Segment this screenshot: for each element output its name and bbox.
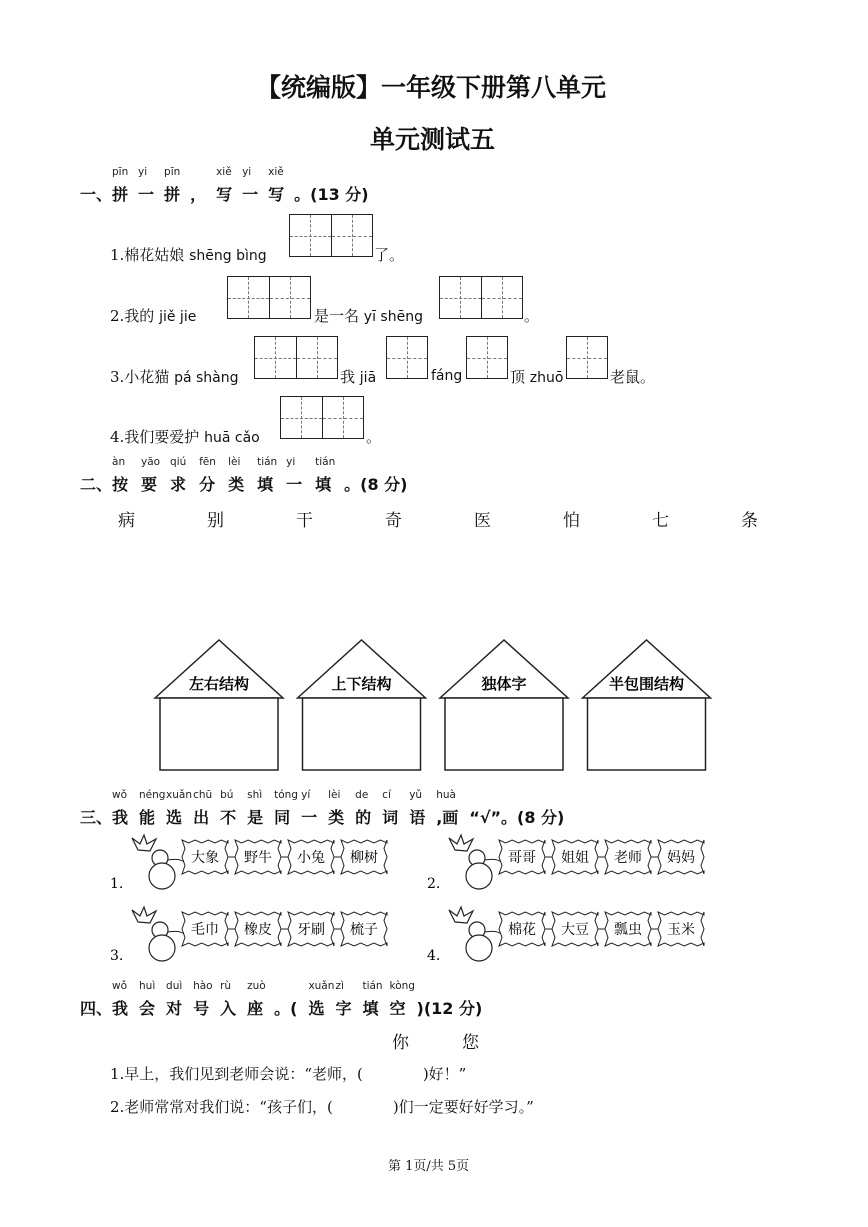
section4-pinyin: hào: [193, 980, 213, 992]
section2-char: 要 yāo: [141, 456, 161, 494]
section2-heading: [80, 456, 408, 495]
house-box[interactable]: [155, 640, 283, 770]
s1-q3-pinyin2: jiā: [359, 370, 377, 386]
s1-q4: [110, 426, 260, 447]
s1-q3-pinyin4: zhuō: [529, 370, 564, 386]
section3-pinyin: tóng: [274, 789, 298, 801]
badge-label: 玉米: [667, 922, 695, 938]
s1-q3-a: [110, 366, 239, 387]
section4-char: 我 wǒ: [112, 980, 129, 1018]
section2-pinyin: yāo: [141, 456, 161, 468]
section3-char: 能 néng: [139, 789, 166, 827]
badge-label: 姐姐: [561, 850, 589, 866]
section1-pinyin: yi: [242, 166, 252, 178]
house-body[interactable]: [588, 698, 706, 770]
section1-char: 一 yi: [242, 166, 259, 204]
word-badge[interactable]: [235, 840, 281, 874]
s1-q2-grid2[interactable]: [439, 276, 523, 319]
section2-char: 填 tián: [257, 456, 278, 494]
section4-q1: 1.早上，我们见到老师会说：“老师，( )好！”: [110, 1065, 467, 1083]
section1-number: 一、: [80, 185, 113, 204]
section1-pinyin: pīn: [112, 166, 129, 178]
page-footer: 第 1页/共 5页: [388, 1159, 470, 1174]
section2-word: 怕: [563, 511, 580, 531]
s1-q3-c: [431, 366, 462, 384]
section2-word: 干: [296, 511, 313, 531]
section4-heading: [80, 980, 483, 1019]
page-title: 【统编版】一年级下册第八单元: [256, 73, 607, 102]
section2-word: 病: [118, 511, 135, 531]
word-badge[interactable]: [658, 840, 704, 874]
gourd-icon: [449, 907, 501, 961]
section3-pinyin: lèi: [328, 789, 341, 801]
s1-q3-text: 3.小花猫: [110, 368, 170, 386]
word-badge[interactable]: [552, 840, 598, 874]
word-group: [110, 835, 387, 892]
house-label: 半包围结构: [608, 675, 685, 693]
section4-pinyin: tián: [362, 980, 383, 992]
badge-label: 毛巾: [191, 922, 219, 938]
section2-char: 填 tián: [315, 456, 336, 494]
s1-q3-ding: 顶: [510, 368, 526, 386]
badge-label: 橡皮: [244, 922, 272, 938]
badge-label: 梳子: [350, 922, 378, 938]
section3-pinyin-chars: [112, 789, 469, 827]
section1-pinyin: xiě: [268, 166, 284, 178]
section4-char: 填 tián: [362, 980, 383, 1018]
badge-label: 牙刷: [297, 922, 325, 938]
gourd-icon: [132, 907, 184, 961]
s1-q3-pinyin1: pá shàng: [174, 370, 239, 386]
section1-pinyin: xiě: [216, 166, 232, 178]
section3-pinyin: cí: [382, 789, 391, 801]
section4-pinyin: wǒ: [112, 980, 128, 992]
section3-pinyin: shì: [247, 789, 263, 801]
section3-pinyin: bú: [220, 789, 234, 801]
section3-char: ,画 huà: [436, 789, 459, 827]
section2-pinyin: àn: [112, 456, 126, 468]
badge-label: 妈妈: [667, 850, 695, 866]
section1-char: 写 xiě: [216, 166, 233, 204]
house-body[interactable]: [445, 698, 563, 770]
section3-number: 三、: [80, 808, 113, 827]
section2-char: 类 lèi: [228, 456, 245, 494]
s1-q3-pinyin3: fáng: [431, 368, 463, 384]
section1-heading: [80, 166, 369, 205]
group-number: 4.: [427, 948, 441, 964]
s1-q1-writing-grid[interactable]: [289, 214, 373, 257]
section3-char: 是 shì: [247, 789, 264, 827]
section4-char: 座 zuò: [247, 980, 266, 1018]
s1-q1-end: 了。: [374, 246, 405, 264]
section3-pinyin: yǔ: [409, 789, 423, 801]
section4-pinyin-chars: [112, 980, 416, 1018]
s1-q4-text: 4.我们要爱护: [110, 428, 200, 446]
s1-q2-pinyin1: jiě jie: [159, 309, 197, 325]
section3-char: 选 xuǎn: [166, 789, 193, 827]
section2-char: 按 àn: [112, 456, 129, 494]
section4-pinyin: zì: [335, 980, 344, 992]
section4-char: 对 duì: [166, 980, 183, 1018]
house-box[interactable]: [440, 640, 568, 770]
section1-pinyin: yi: [138, 166, 148, 178]
section3-char: 出 chū: [193, 789, 213, 827]
section2-pinyin: qiú: [170, 456, 187, 468]
badge-label: 柳树: [350, 850, 378, 866]
badge-label: 哥哥: [508, 850, 536, 866]
house-label: 左右结构: [188, 675, 250, 693]
badge-label: 大豆: [561, 922, 589, 938]
word-badge[interactable]: [605, 912, 651, 946]
section2-word: 别: [207, 511, 224, 531]
section2-pinyin: lèi: [228, 456, 241, 468]
section1-char: 一 yi: [138, 166, 155, 204]
section4-tail: )(12 分): [416, 999, 483, 1018]
badge-label: 小兔: [297, 850, 325, 866]
section2-word: 医: [474, 511, 491, 531]
section4-number: 四、: [80, 999, 113, 1018]
section3-tail: “√”。(8 分): [469, 808, 565, 827]
word-badge[interactable]: [288, 840, 334, 874]
word-badge[interactable]: [182, 840, 228, 874]
section3-char: 一 yí: [301, 789, 318, 827]
s1-q2-text: 2.我的: [110, 307, 155, 325]
group-number: 1.: [110, 876, 124, 892]
section3-pinyin: yí: [301, 789, 311, 801]
section3-char: 类 lèi: [328, 789, 345, 827]
house-box[interactable]: [298, 640, 426, 770]
word-badge[interactable]: [658, 912, 704, 946]
word-badge[interactable]: [288, 912, 334, 946]
word-badge[interactable]: [341, 840, 387, 874]
section3-pinyin: wǒ: [112, 789, 128, 801]
section4-pinyin: duì: [166, 980, 183, 992]
section2-char: 分 fēn: [199, 456, 216, 494]
section3-pinyin: huà: [436, 789, 456, 801]
badge-label: 棉花: [508, 922, 536, 938]
word-badge[interactable]: [182, 912, 228, 946]
word-group: [427, 835, 704, 892]
s1-q3-end: 老鼠。: [610, 368, 656, 386]
section4-char: 入 rù: [220, 980, 237, 1018]
badge-label: 瓢虫: [614, 922, 642, 938]
s1-q3-d: [510, 366, 563, 387]
word-badge[interactable]: [499, 912, 545, 946]
section3-pinyin: néng: [139, 789, 166, 801]
page-subtitle: 单元测试五: [370, 125, 496, 154]
house-label: 上下结构: [331, 675, 392, 693]
section1-pinyin-chars: [112, 166, 294, 204]
section2-word: 奇: [385, 511, 402, 531]
section3-char: 不 bú: [220, 789, 237, 827]
section2-number: 二、: [80, 475, 113, 494]
s1-q2-grid1[interactable]: [227, 276, 311, 319]
section4-pinyin: rù: [220, 980, 232, 992]
s1-q3-grid2[interactable]: [386, 336, 428, 379]
section4-pinyin: kòng: [389, 980, 415, 992]
section3-char: 我 wǒ: [112, 789, 129, 827]
s1-q3-wo: 我: [340, 368, 356, 386]
s1-q1-text: 1.棉花姑娘: [110, 246, 185, 264]
word-badge[interactable]: [552, 912, 598, 946]
section4-char: 。(: [274, 999, 298, 1018]
section3-heading: [80, 789, 565, 828]
section1-char: 写 xiě: [268, 166, 285, 204]
section4-pinyin: xuǎn: [308, 980, 335, 992]
s1-q1: [110, 244, 267, 265]
section1-tail: 。(13 分): [294, 185, 369, 204]
s1-q4-pinyin: huā cǎo: [204, 430, 260, 446]
house-label: 独体字: [481, 675, 527, 693]
section1-pinyin: pīn: [164, 166, 181, 178]
word-badge[interactable]: [235, 912, 281, 946]
house-body[interactable]: [303, 698, 421, 770]
section4-char: 空 kòng: [389, 980, 415, 1018]
word-group: [427, 907, 704, 964]
section2-pinyin-chars: [112, 456, 344, 494]
word-badge[interactable]: [499, 840, 545, 874]
s1-q2-end: 。: [524, 307, 540, 325]
s1-q3-grid3[interactable]: [466, 336, 508, 379]
group-number: 2.: [427, 876, 441, 892]
section2-pinyin: yi: [286, 456, 296, 468]
section3-pinyin: de: [355, 789, 369, 801]
group-number: 3.: [110, 948, 124, 964]
s1-q4-grid[interactable]: [280, 396, 364, 439]
section2-tail: 。(8 分): [344, 475, 408, 494]
section4-pinyin: huì: [139, 980, 156, 992]
section2-pinyin: tián: [315, 456, 336, 468]
section2-pinyin: tián: [257, 456, 278, 468]
section4-char: 号 hào: [193, 980, 213, 1018]
section4-option-ni: 你: [392, 1033, 409, 1053]
section4-char: 字 zì: [335, 980, 352, 1018]
section3-char: 词 cí: [382, 789, 399, 827]
section3-char: 同 tóng: [274, 789, 298, 827]
section3-groups: [0, 830, 868, 970]
badge-label: 野牛: [244, 850, 272, 866]
section2-word: 七: [652, 511, 669, 531]
section3-char: 的 de: [355, 789, 372, 827]
section2-char: 一 yi: [286, 456, 303, 494]
s1-q1-pinyin: shēng bìng: [189, 248, 267, 264]
section1-char: 拼 pīn: [112, 166, 129, 204]
s1-q2-mid: 是一名: [314, 307, 360, 325]
gourd-icon: [449, 835, 501, 889]
s1-q2-pinyin2: yī shēng: [363, 309, 423, 325]
section4-pinyin: zuò: [247, 980, 266, 992]
word-badge[interactable]: [341, 912, 387, 946]
section4-char: 选 xuǎn: [308, 980, 335, 1018]
s1-q3-b: [340, 366, 376, 387]
section4-q2: 2.老师常常对我们说：“孩子们，( )们一定要好好学习。”: [110, 1098, 534, 1116]
house-box[interactable]: [583, 640, 711, 770]
house-body[interactable]: [160, 698, 278, 770]
gourd-icon: [132, 835, 184, 889]
badge-label: 老师: [614, 850, 642, 866]
section4-option-nin: 您: [462, 1033, 479, 1053]
s1-q2-b: [314, 305, 423, 326]
section2-houses: [0, 630, 868, 780]
section3-char: 语 yǔ: [409, 789, 426, 827]
s1-q4-end: 。: [366, 428, 382, 446]
word-group: [110, 907, 387, 964]
s1-q2-a: [110, 305, 196, 326]
word-badge[interactable]: [605, 840, 651, 874]
s1-q3-grid1[interactable]: [254, 336, 338, 379]
section3-pinyin: chū: [193, 789, 213, 801]
section1-char: 拼 pīn: [164, 166, 181, 204]
section2-word: 条: [741, 511, 758, 531]
badge-label: 大象: [191, 850, 219, 866]
section4-char: 会 huì: [139, 980, 156, 1018]
s1-q3-grid4[interactable]: [566, 336, 608, 379]
section3-pinyin: xuǎn: [166, 789, 193, 801]
section2-char: 求 qiú: [170, 456, 187, 494]
section1-char: ，: [190, 185, 207, 204]
section2-pinyin: fēn: [199, 456, 216, 468]
